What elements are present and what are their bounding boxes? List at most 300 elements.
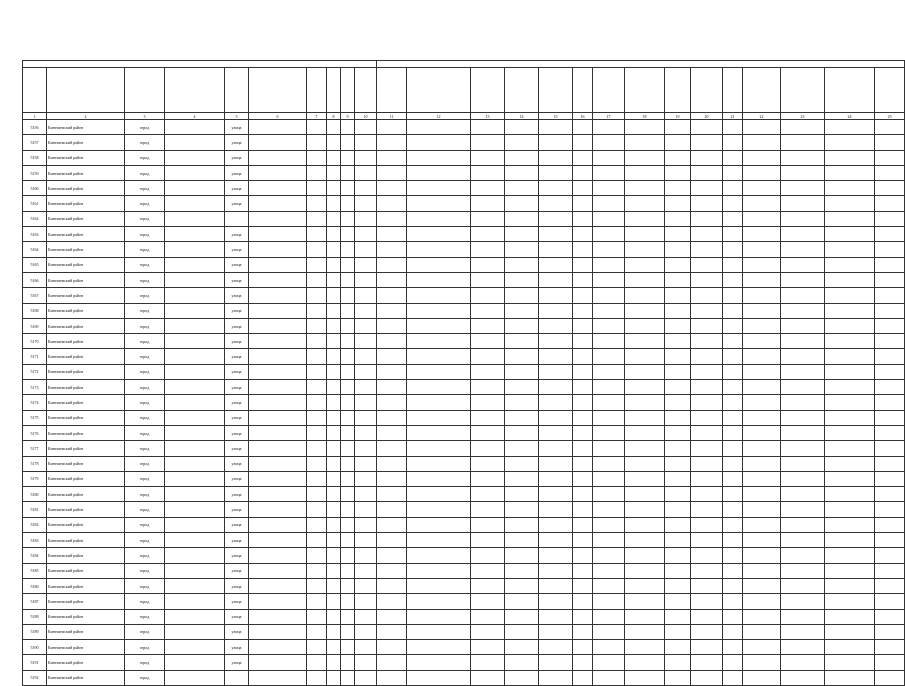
table-cell [539,655,573,670]
table-cell [625,349,665,364]
table-cell: 5179 [23,471,47,486]
table-cell [355,563,377,578]
table-cell [407,165,471,180]
table-cell [327,609,341,624]
table-cell [471,181,505,196]
table-cell [249,471,307,486]
table-cell [539,257,573,272]
table-cell [539,242,573,257]
table-cell [825,456,875,471]
table-cell [341,655,355,670]
table-cell [723,150,743,165]
table-cell [691,318,723,333]
table-cell [505,334,539,349]
table-cell [355,318,377,333]
table-cell [377,211,407,226]
table-cell [691,441,723,456]
table-cell [875,303,905,318]
table-cell [723,120,743,135]
table-cell [471,410,505,425]
table-cell [625,609,665,624]
table-cell [665,609,691,624]
table-cell [825,165,875,180]
table-cell: 5190 [23,640,47,655]
table-cell [377,548,407,563]
table-row [23,272,905,287]
table-cell [875,471,905,486]
table-cell [307,364,327,379]
table-cell [723,548,743,563]
table-cell [307,624,327,639]
table-cell: Кинешемский район [47,578,125,593]
table-cell [743,227,781,242]
table-cell [593,257,625,272]
table-cell [781,257,825,272]
table-cell [307,502,327,517]
table-cell [593,242,625,257]
table-cell [377,288,407,303]
table-cell [407,655,471,670]
table-cell [625,150,665,165]
column-header [471,68,505,113]
table-cell [249,364,307,379]
table-cell [723,380,743,395]
table-cell [327,640,341,655]
table-cell [875,318,905,333]
table-row [23,563,905,578]
table-cell [875,563,905,578]
table-cell [307,257,327,272]
table-cell [743,471,781,486]
table-cell [341,563,355,578]
table-cell: улица [225,655,249,670]
table-cell [249,242,307,257]
table-cell: Кинешемский район [47,395,125,410]
table-cell [307,441,327,456]
table-cell [355,272,377,287]
table-cell [505,640,539,655]
column-number: 21 [723,113,743,120]
table-cell: Кинешемский район [47,242,125,257]
column-header [341,68,355,113]
table-cell [377,624,407,639]
table-cell [743,441,781,456]
table-cell: улица [225,120,249,135]
table-cell [471,624,505,639]
table-row [23,196,905,211]
table-cell [307,181,327,196]
table-cell [307,471,327,486]
table-cell [407,227,471,242]
column-header [825,68,875,113]
table-cell [327,242,341,257]
table-cell [471,165,505,180]
table-cell [307,135,327,150]
table-cell [743,670,781,685]
table-cell [781,655,825,670]
table-cell [723,165,743,180]
table-cell [377,150,407,165]
table-cell [875,517,905,532]
table-cell [723,533,743,548]
table-cell [825,487,875,502]
table-cell: город [125,380,165,395]
table-cell [691,640,723,655]
table-cell [665,135,691,150]
table-cell [327,624,341,639]
table-cell [165,364,225,379]
table-cell [781,165,825,180]
table-cell [781,196,825,211]
table-cell [327,533,341,548]
table-cell [573,441,593,456]
table-cell: улица [225,196,249,211]
table-cell [307,272,327,287]
table-cell [691,272,723,287]
table-cell [327,380,341,395]
table-cell [341,150,355,165]
table-cell [665,456,691,471]
table-cell [307,425,327,440]
table-row [23,548,905,563]
table-cell [355,227,377,242]
table-cell [723,181,743,196]
table-cell: Кинешемский район [47,517,125,532]
table-cell [593,441,625,456]
table-cell: Кинешемский район [47,456,125,471]
table-cell [249,318,307,333]
table-cell [625,441,665,456]
column-number: 2 [47,113,125,120]
table-cell [341,135,355,150]
table-cell [875,502,905,517]
table-cell [165,380,225,395]
table-cell [723,471,743,486]
table-cell [743,135,781,150]
table-cell [407,548,471,563]
table-cell [875,533,905,548]
table-cell [625,563,665,578]
table-cell [573,502,593,517]
table-cell [505,563,539,578]
table-cell [471,548,505,563]
table-cell [665,227,691,242]
table-cell: Кинешемский район [47,410,125,425]
table-cell [625,594,665,609]
table-cell [355,196,377,211]
table-cell [665,380,691,395]
table-cell [593,548,625,563]
table-cell [355,502,377,517]
table-cell [665,594,691,609]
table-cell [625,548,665,563]
table-cell [341,349,355,364]
table-cell [407,334,471,349]
table-cell: 5170 [23,334,47,349]
table-cell [743,640,781,655]
table-cell [573,487,593,502]
table-cell [407,257,471,272]
table-cell [249,272,307,287]
table-cell: улица [225,380,249,395]
table-cell [341,670,355,685]
table-row [23,364,905,379]
table-cell: город [125,150,165,165]
table-cell [327,594,341,609]
table-cell [781,487,825,502]
table-cell: город [125,257,165,272]
table-cell [327,364,341,379]
table-cell [165,609,225,624]
table-cell [407,303,471,318]
table-cell [825,517,875,532]
table-cell [165,548,225,563]
table-cell [249,120,307,135]
table-cell [593,211,625,226]
table-cell [341,425,355,440]
table-cell [505,395,539,410]
table-cell [665,318,691,333]
table-cell [665,181,691,196]
table-cell [165,441,225,456]
table-cell [355,303,377,318]
table-cell [665,150,691,165]
table-cell: улица [225,257,249,272]
table-cell [165,196,225,211]
table-cell [249,227,307,242]
table-cell: Кинешемский район [47,502,125,517]
table-cell [691,655,723,670]
table-cell [875,349,905,364]
table-cell [505,380,539,395]
table-cell [781,563,825,578]
table-cell [327,318,341,333]
table-cell [307,318,327,333]
table-cell [471,227,505,242]
table-cell [407,150,471,165]
table-cell: улица [225,150,249,165]
table-cell [573,624,593,639]
table-cell [355,334,377,349]
table-cell [249,548,307,563]
table-cell [355,487,377,502]
column-header [307,68,327,113]
table-cell [341,594,355,609]
table-cell [355,349,377,364]
table-cell [307,349,327,364]
table-cell [407,441,471,456]
table-cell: улица [225,364,249,379]
table-cell [327,670,341,685]
table-cell: город [125,349,165,364]
table-cell [377,441,407,456]
table-cell [471,594,505,609]
table-cell [327,196,341,211]
table-row [23,334,905,349]
table-cell [307,380,327,395]
table-cell: город [125,533,165,548]
group-header [377,61,905,68]
table-cell [625,196,665,211]
table-cell [691,211,723,226]
table-cell: 5162 [23,211,47,226]
table-cell [505,257,539,272]
table-cell [723,487,743,502]
table-cell [781,135,825,150]
table-cell [875,548,905,563]
table-cell [825,578,875,593]
table-cell [665,165,691,180]
table-cell [407,380,471,395]
table-cell [665,334,691,349]
table-cell [573,257,593,272]
table-cell [691,395,723,410]
table-cell [781,288,825,303]
table-cell: улица [225,563,249,578]
table-cell [355,517,377,532]
table-cell [691,288,723,303]
table-cell [691,533,723,548]
table-cell [249,441,307,456]
table-cell [743,257,781,272]
column-number: 15 [539,113,573,120]
table-cell [377,165,407,180]
table-cell [665,487,691,502]
table-cell [825,334,875,349]
table-cell [249,135,307,150]
table-cell: 5184 [23,548,47,563]
table-cell [723,578,743,593]
table-cell [377,487,407,502]
table-cell: город [125,670,165,685]
table-cell [875,135,905,150]
table-cell [781,380,825,395]
table-cell [593,318,625,333]
column-header [781,68,825,113]
table-cell: 5174 [23,395,47,410]
table-cell [327,456,341,471]
table-cell [249,150,307,165]
table-cell [593,334,625,349]
table-cell [691,670,723,685]
table-cell [825,242,875,257]
table-cell [341,487,355,502]
table-cell [723,640,743,655]
table-cell: Кинешемский район [47,257,125,272]
table-cell [625,288,665,303]
table-cell: 5183 [23,533,47,548]
table-cell: город [125,425,165,440]
table-cell [825,120,875,135]
table-cell [471,380,505,395]
table-row [23,410,905,425]
table-cell [625,135,665,150]
table-cell [539,533,573,548]
column-header [875,68,905,113]
table-cell: город [125,624,165,639]
table-cell [825,471,875,486]
table-cell [539,517,573,532]
table-cell [573,288,593,303]
table-cell [825,640,875,655]
table-cell [327,578,341,593]
table-cell [407,533,471,548]
table-cell [307,242,327,257]
table-cell [307,150,327,165]
table-cell [505,150,539,165]
table-cell [471,487,505,502]
table-cell [825,410,875,425]
table-cell [825,425,875,440]
table-cell [165,318,225,333]
table-cell [665,288,691,303]
table-cell [407,242,471,257]
table-cell [355,181,377,196]
table-cell [539,395,573,410]
table-cell [307,670,327,685]
table-cell [377,609,407,624]
table-cell [471,425,505,440]
table-cell [625,120,665,135]
table-cell [781,303,825,318]
table-cell [377,303,407,318]
column-header [355,68,377,113]
table-cell [743,364,781,379]
table-cell [665,548,691,563]
table-cell [407,456,471,471]
table-cell [341,242,355,257]
table-cell [539,487,573,502]
table-cell: 5160 [23,181,47,196]
table-cell [471,563,505,578]
table-cell [743,594,781,609]
table-cell [327,165,341,180]
table-cell: город [125,303,165,318]
table-cell [781,227,825,242]
table-cell: 5177 [23,441,47,456]
table-cell [355,257,377,272]
column-header [249,68,307,113]
table-cell [691,624,723,639]
table-cell [573,242,593,257]
table-cell [743,165,781,180]
table-cell [471,349,505,364]
table-cell [249,257,307,272]
table-cell [407,594,471,609]
table-cell [327,334,341,349]
table-cell [825,211,875,226]
table-cell [665,517,691,532]
table-cell [691,334,723,349]
table-cell [691,410,723,425]
table-cell [743,150,781,165]
table-cell: 5167 [23,288,47,303]
column-number: 17 [593,113,625,120]
table-cell [249,165,307,180]
table-row [23,165,905,180]
column-header [665,68,691,113]
table-cell [165,211,225,226]
table-cell [327,441,341,456]
table-cell [875,242,905,257]
table-cell [471,364,505,379]
table-row [23,227,905,242]
table-cell [875,272,905,287]
table-cell [539,196,573,211]
table-cell [743,211,781,226]
table-cell [625,257,665,272]
table-cell: 5172 [23,364,47,379]
